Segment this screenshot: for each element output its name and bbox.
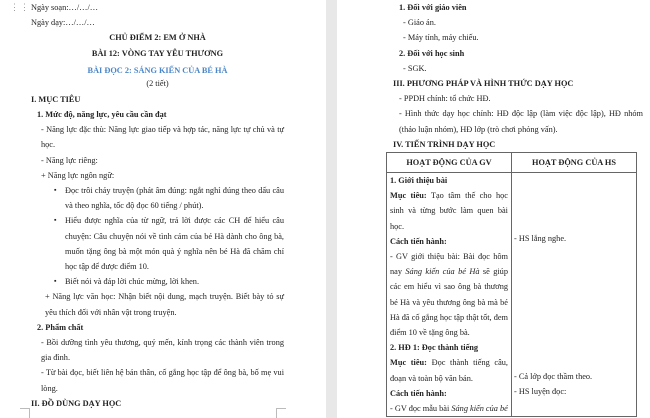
method-label: Cách tiến hành: <box>390 388 447 398</box>
goal-text: Tạo tâm thế cho học sinh và từng bước làm quen bài học. <box>390 191 508 231</box>
section-objectives: I. MỤC TIÊU <box>31 94 81 104</box>
paragraph: - Giáo án. <box>403 18 436 28</box>
teacher-activity-cell <box>387 173 512 417</box>
margin-mark <box>276 408 286 418</box>
reading-title: BÀI ĐỌC 2: SÁNG KIẾN CỦA BÉ HÀ <box>87 65 228 75</box>
paragraph: - Từ bài đọc, biết liên hệ bản thân, cố gắng học tập để ông bà, bố mẹ vui lòng. <box>41 368 284 393</box>
paragraph: - Bồi dưỡng tình yêu thương, quý mến, kính trọng các thành viên trong gia đình. <box>41 338 284 363</box>
bullet-item: ▪ Biết nói và đáp lời chúc mừng, lời khen. <box>65 274 284 289</box>
header-student: HOẠT ĐỘNG CỦA HS <box>512 153 637 173</box>
periods: (2 tiết) <box>146 78 169 88</box>
activity-title: 1. Giới thiệu bài <box>390 176 448 186</box>
section-materials: II. ĐỒ DÙNG DẠY HỌC <box>31 398 122 408</box>
section-procedure: IV. TIẾN TRÌNH DẠY HỌC <box>393 139 496 149</box>
date-prepared: Ngày soạn:…/…/… <box>31 3 99 12</box>
table-header-row <box>387 153 637 173</box>
student-activity: - Cả lớp đọc thầm theo. <box>514 369 592 384</box>
paragraph: - PPDH chính: tổ chức HĐ. <box>399 94 491 104</box>
student-activity: - HS lắng nghe. <box>514 231 566 246</box>
subsection-qualities: 2. Phẩm chất <box>37 322 84 332</box>
paragraph: + Năng lực ngôn ngữ: <box>41 170 115 180</box>
activity-table <box>386 152 637 417</box>
bullet-list <box>31 183 284 289</box>
header-teacher: HOẠT ĐỘNG CỦA GV <box>387 153 512 173</box>
paragraph: - Năng lực đặc thù: Năng lực giao tiếp và hợp tác, năng lực tự chủ và tự học. <box>41 125 284 150</box>
paragraph: - Máy tính, máy chiếu. <box>403 33 479 43</box>
activity-title: 2. HĐ 1: Đọc thành tiếng <box>390 343 479 353</box>
student-activity: - HS luyện đọc: <box>514 384 566 399</box>
method-label: Cách tiến hành: <box>390 236 447 246</box>
document-page-right <box>337 0 650 418</box>
date-taught: Ngày dạy:…/…/… <box>31 18 95 28</box>
bullet-item: ▪ Hiểu được nghĩa của từ ngữ, trả lời được các CH để hiểu câu chuyện: Câu chuyện nói về tình cảm của bé Hà dành cho ông bà, muốn tặng ông bà một món quà ý nghĩa nên bé Hà đã chăm chỉ học tập để được điểm 10. <box>65 213 284 274</box>
section-methods: III. PHƯƠNG PHÁP VÀ HÌNH THỨC DẠY HỌC <box>393 79 574 89</box>
subsection-student: 2. Đối với học sinh <box>399 48 465 58</box>
reading-name: Sáng kiến của bé <box>451 404 508 414</box>
bullet-item: ▪ Đọc trôi chảy truyện (phát âm đúng: ngắt nghỉ đúng theo dấu câu và theo nghĩa, tốc độ đọc 60 tiếng / phút). <box>65 183 284 213</box>
theme-title: CHỦ ĐIỂM 2: EM Ở NHÀ <box>109 33 206 43</box>
paragraph: + Năng lực văn học: Nhận biết nội dung, mạch truyện. Biết bày tỏ sự yêu thích đối với nhân vật trong truyện. <box>45 292 284 317</box>
paragraph: - Hình thức dạy học chính: HĐ độc lập (làm việc độc lập), HĐ nhóm (thảo luận nhóm), HĐ lớp (trò chơi phỏng vấn). <box>399 109 643 134</box>
paragraph: - Năng lực riêng: <box>41 155 98 165</box>
paragraph: - SGK. <box>403 63 427 73</box>
table-row <box>387 173 637 417</box>
goal-text: Đọc thành tiếng câu, đoạn và toàn bộ văn bản. <box>390 358 508 383</box>
goal-label: Mục tiêu: <box>390 358 427 368</box>
subsection-teacher: 1. Đối với giáo viên <box>399 3 467 12</box>
activity-text: sẽ giúp các em hiểu vì sao ông bà thương bé Hà và yêu thương ông bà mà bé Hà đã cố gắng học tập thật tốt, đem điểm 10 về tặng ông bà. <box>390 267 508 338</box>
reading-name: Sáng kiến của bé Hà <box>405 267 480 277</box>
subsection-competencies: 1. Mức độ, năng lực, yêu cầu cần đạt <box>37 110 167 120</box>
goal-label: Mục tiêu: <box>390 191 427 201</box>
lesson-title: BÀI 12: VÒNG TAY YÊU THƯƠNG <box>91 48 224 58</box>
margin-mark <box>20 408 30 418</box>
drag-handle-icon[interactable]: ⋮⋮ <box>10 2 30 12</box>
activity-text: - GV đọc mẫu bài <box>390 404 452 414</box>
activity-text: - GV giới thiệu bài: Bài đọc hôm nay <box>390 252 508 277</box>
